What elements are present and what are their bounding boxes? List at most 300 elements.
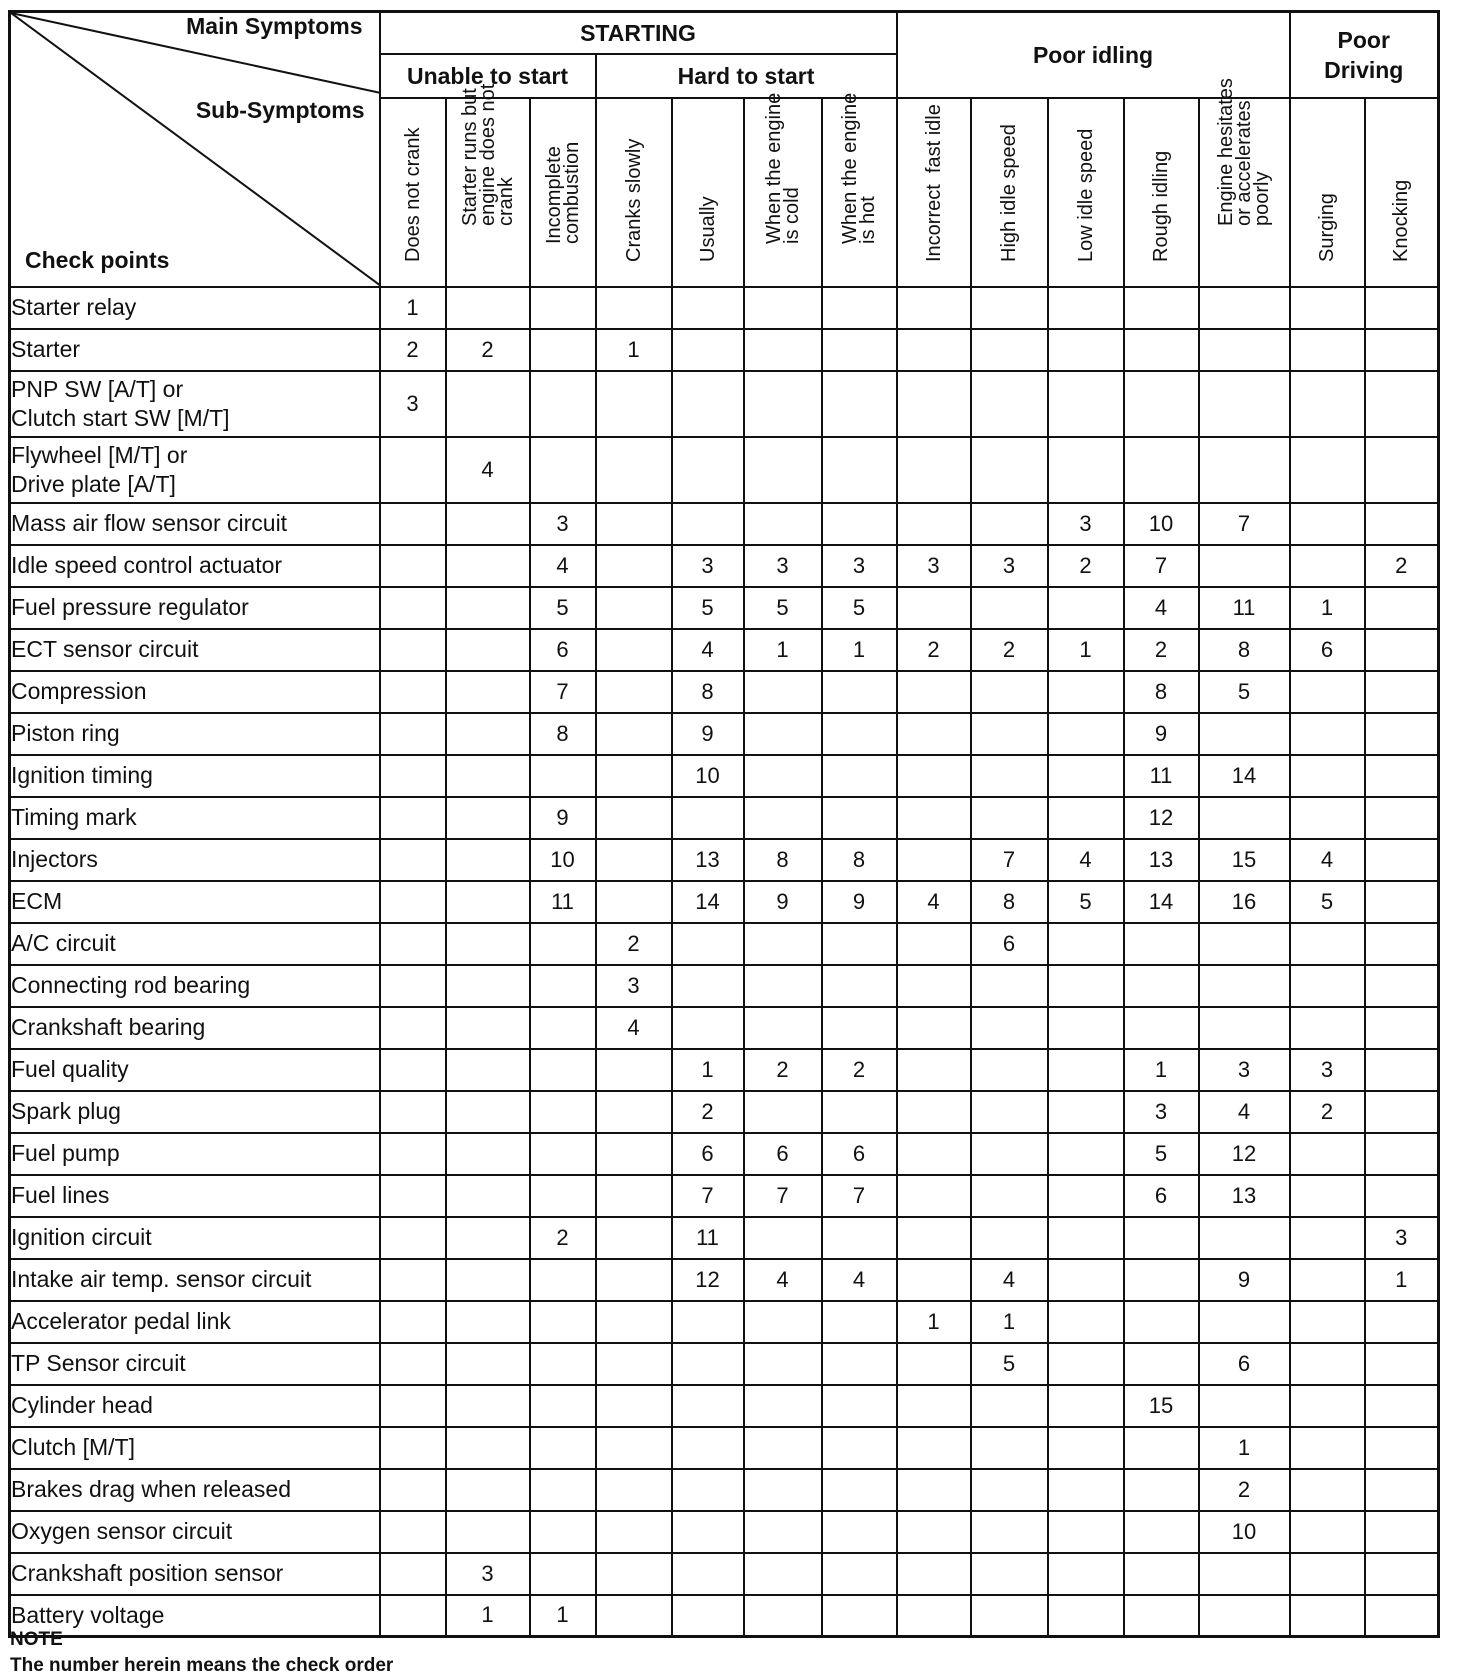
check-order-cell [596, 545, 672, 587]
check-order-cell [822, 437, 897, 503]
check-order-cell: 11 [1124, 755, 1199, 797]
check-order-cell [596, 1049, 672, 1091]
check-order-cell [971, 1427, 1048, 1469]
check-order-cell [672, 965, 744, 1007]
check-order-cell [446, 713, 530, 755]
check-order-cell [530, 1301, 596, 1343]
check-point-label: Intake air temp. sensor circuit [10, 1259, 380, 1301]
check-order-cell: 3 [596, 965, 672, 1007]
check-order-cell [897, 965, 971, 1007]
check-order-cell [897, 1175, 971, 1217]
check-order-cell: 6 [530, 629, 596, 671]
check-order-cell: 4 [672, 629, 744, 671]
check-order-cell [1124, 923, 1199, 965]
check-point-label: Ignition circuit [10, 1217, 380, 1259]
check-order-cell: 2 [1365, 545, 1439, 587]
table-row [10, 1427, 1439, 1469]
check-order-cell [596, 1427, 672, 1469]
check-order-cell: 9 [530, 797, 596, 839]
check-order-cell [1124, 1217, 1199, 1259]
check-order-cell [822, 1007, 897, 1049]
check-order-cell [446, 923, 530, 965]
table-row [10, 1553, 1439, 1595]
check-order-cell [1048, 1595, 1124, 1637]
check-order-cell [971, 671, 1048, 713]
check-order-cell [1365, 671, 1439, 713]
check-order-cell [380, 629, 446, 671]
check-order-cell: 3 [1365, 1217, 1439, 1259]
check-order-cell [971, 1217, 1048, 1259]
check-order-cell: 14 [1199, 755, 1290, 797]
check-point-label: ECT sensor circuit [10, 629, 380, 671]
check-order-cell: 8 [1199, 629, 1290, 671]
check-order-cell [1124, 1469, 1199, 1511]
check-order-cell [1365, 287, 1439, 329]
check-order-cell: 13 [672, 839, 744, 881]
check-order-cell [596, 503, 672, 545]
check-point-label: Accelerator pedal link [10, 1301, 380, 1343]
check-order-cell [897, 1595, 971, 1637]
check-order-cell [744, 1511, 822, 1553]
check-order-cell [822, 671, 897, 713]
check-order-cell: 5 [1124, 1133, 1199, 1175]
check-points-body [10, 287, 1439, 1637]
column-header [672, 98, 744, 287]
table-row [10, 503, 1439, 545]
check-order-cell: 11 [1199, 587, 1290, 629]
group-hard-to-start: Hard to start [596, 54, 897, 98]
check-order-cell [1290, 545, 1365, 587]
check-order-cell [971, 287, 1048, 329]
note-block [10, 1627, 393, 1679]
check-order-cell [822, 1217, 897, 1259]
check-order-cell [897, 1427, 971, 1469]
check-order-cell [1124, 329, 1199, 371]
check-order-cell [822, 755, 897, 797]
check-point-label: Crankshaft bearing [10, 1007, 380, 1049]
column-header [1290, 98, 1365, 287]
check-order-cell: 1 [822, 629, 897, 671]
check-order-cell [1290, 1469, 1365, 1511]
check-order-cell [1199, 1553, 1290, 1595]
check-order-cell [1124, 437, 1199, 503]
table-row [10, 1259, 1439, 1301]
check-order-cell: 12 [1199, 1133, 1290, 1175]
check-order-cell [446, 287, 530, 329]
check-order-cell [897, 923, 971, 965]
check-order-cell [596, 713, 672, 755]
check-order-cell: 16 [1199, 881, 1290, 923]
check-order-cell [744, 671, 822, 713]
check-order-cell [380, 1553, 446, 1595]
check-order-cell [744, 371, 822, 437]
check-order-cell [1365, 881, 1439, 923]
check-order-cell [380, 1259, 446, 1301]
check-order-cell [530, 1427, 596, 1469]
check-order-cell: 5 [672, 587, 744, 629]
check-order-cell [672, 503, 744, 545]
table-row [10, 797, 1439, 839]
check-order-cell: 15 [1199, 839, 1290, 881]
check-order-cell [897, 1385, 971, 1427]
check-order-cell [446, 1469, 530, 1511]
check-order-cell: 7 [672, 1175, 744, 1217]
check-point-label: Brakes drag when released [10, 1469, 380, 1511]
check-order-cell: 8 [530, 713, 596, 755]
check-order-cell [897, 671, 971, 713]
diagnosis-table-container [8, 10, 1440, 1638]
check-order-cell [380, 545, 446, 587]
corner-diagonals [11, 13, 381, 286]
check-point-label: TP Sensor circuit [10, 1343, 380, 1385]
check-order-cell [446, 839, 530, 881]
check-order-cell [971, 587, 1048, 629]
check-order-cell: 10 [1124, 503, 1199, 545]
check-order-cell [672, 1301, 744, 1343]
column-header [1365, 98, 1439, 287]
check-order-cell [530, 1385, 596, 1427]
check-order-cell [1124, 1595, 1199, 1637]
table-row [10, 545, 1439, 587]
table-row [10, 1133, 1439, 1175]
check-order-cell [596, 437, 672, 503]
check-order-cell: 1 [672, 1049, 744, 1091]
check-order-cell [446, 1343, 530, 1385]
check-order-cell [1290, 923, 1365, 965]
check-order-cell [897, 1511, 971, 1553]
check-order-cell [446, 629, 530, 671]
check-order-cell: 6 [1124, 1175, 1199, 1217]
check-order-cell: 1 [530, 1595, 596, 1637]
check-order-cell [897, 1469, 971, 1511]
column-header-label: High idle speed [998, 123, 1020, 262]
check-order-cell: 11 [672, 1217, 744, 1259]
check-order-cell [744, 287, 822, 329]
check-order-cell [1290, 671, 1365, 713]
check-order-cell [596, 1217, 672, 1259]
check-order-cell [596, 587, 672, 629]
group-poor-idling: Poor idling [897, 12, 1290, 98]
check-order-cell [744, 1469, 822, 1511]
check-order-cell: 2 [1124, 629, 1199, 671]
table-row [10, 965, 1439, 1007]
check-order-cell [1365, 1343, 1439, 1385]
check-order-cell [1290, 371, 1365, 437]
check-order-cell [1048, 329, 1124, 371]
check-point-label: Fuel lines [10, 1175, 380, 1217]
check-order-cell [446, 371, 530, 437]
check-order-cell [446, 755, 530, 797]
check-order-cell [897, 1553, 971, 1595]
check-order-cell [822, 1385, 897, 1427]
check-order-cell: 4 [446, 437, 530, 503]
column-header-label: Low idle speed [1074, 128, 1097, 262]
check-order-cell [897, 587, 971, 629]
table-row [10, 629, 1439, 671]
check-order-cell [672, 437, 744, 503]
check-order-cell [744, 1301, 822, 1343]
check-order-cell [1199, 923, 1290, 965]
check-order-cell [1290, 437, 1365, 503]
check-order-cell [380, 713, 446, 755]
check-order-cell [1365, 1007, 1439, 1049]
check-order-cell [1365, 965, 1439, 1007]
column-header-label: Cranks slowly [622, 138, 645, 262]
check-order-cell: 6 [744, 1133, 822, 1175]
check-point-label: ECM [10, 881, 380, 923]
column-header [1199, 77, 1290, 287]
check-order-cell: 15 [1124, 1385, 1199, 1427]
check-order-cell [1290, 1259, 1365, 1301]
check-order-cell [1048, 1511, 1124, 1553]
check-order-cell [744, 755, 822, 797]
check-point-label: Idle speed control actuator [10, 545, 380, 587]
table-row [10, 1385, 1439, 1427]
check-point-label: Fuel pressure regulator [10, 587, 380, 629]
check-order-cell [1365, 923, 1439, 965]
check-order-cell [822, 1595, 897, 1637]
check-order-cell [897, 503, 971, 545]
check-order-cell [897, 437, 971, 503]
table-row [10, 1469, 1439, 1511]
check-order-cell [897, 1133, 971, 1175]
column-header [897, 98, 971, 287]
check-order-cell [1365, 1385, 1439, 1427]
check-order-cell: 4 [822, 1259, 897, 1301]
check-order-cell [530, 1007, 596, 1049]
check-order-cell [1365, 1595, 1439, 1637]
check-order-cell: 1 [380, 287, 446, 329]
note-text: The number herein means the check order [10, 1655, 394, 1676]
check-order-cell: 8 [971, 881, 1048, 923]
check-order-cell: 1 [744, 629, 822, 671]
check-order-cell [971, 1511, 1048, 1553]
check-order-cell [897, 1049, 971, 1091]
check-order-cell [672, 1385, 744, 1427]
check-order-cell [446, 1049, 530, 1091]
check-order-cell [672, 1427, 744, 1469]
group-poor-driving: Poor Driving [1290, 12, 1439, 98]
check-order-cell [822, 923, 897, 965]
check-order-cell: 3 [380, 371, 446, 437]
check-order-cell: 2 [1290, 1091, 1365, 1133]
check-order-cell [1290, 1595, 1365, 1637]
check-order-cell [1290, 755, 1365, 797]
check-order-cell [446, 1301, 530, 1343]
check-order-cell [822, 713, 897, 755]
check-order-cell: 8 [744, 839, 822, 881]
check-order-cell [971, 1007, 1048, 1049]
check-order-cell [1048, 437, 1124, 503]
check-point-label: Timing mark [10, 797, 380, 839]
column-header-label: When the engine is cold [762, 92, 803, 244]
check-order-cell [822, 965, 897, 1007]
check-order-cell [1048, 287, 1124, 329]
check-order-cell: 1 [1365, 1259, 1439, 1301]
check-order-cell [380, 437, 446, 503]
check-order-cell: 2 [672, 1091, 744, 1133]
check-point-label: Compression [10, 671, 380, 713]
check-order-cell [1290, 1007, 1365, 1049]
column-header-label: Incorrect fast idle [922, 103, 945, 262]
check-order-cell [822, 371, 897, 437]
check-order-cell [446, 1175, 530, 1217]
check-order-cell [1048, 1175, 1124, 1217]
check-order-cell [744, 797, 822, 839]
check-order-cell: 1 [596, 329, 672, 371]
check-order-cell [1290, 1385, 1365, 1427]
check-order-cell [1290, 503, 1365, 545]
check-order-cell [446, 1427, 530, 1469]
check-order-cell [971, 797, 1048, 839]
check-order-cell: 4 [596, 1007, 672, 1049]
check-point-label: PNP SW [A/T] or Clutch start SW [M/T] [10, 371, 380, 437]
check-order-cell: 2 [971, 629, 1048, 671]
check-order-cell [1290, 1217, 1365, 1259]
check-order-cell [971, 1553, 1048, 1595]
check-order-cell [1124, 1301, 1199, 1343]
check-point-label: Cylinder head [10, 1385, 380, 1427]
check-order-cell [530, 965, 596, 1007]
group-unable-to-start: Unable to start [380, 54, 596, 98]
column-header [1048, 98, 1124, 287]
check-order-cell [380, 1175, 446, 1217]
check-order-cell [446, 1385, 530, 1427]
check-order-cell [1124, 1343, 1199, 1385]
column-header-label: When the engine is hot [839, 92, 879, 244]
check-order-cell: 4 [744, 1259, 822, 1301]
check-order-cell [530, 1133, 596, 1175]
check-order-cell [897, 755, 971, 797]
check-order-cell [744, 1385, 822, 1427]
check-point-label: Fuel quality [10, 1049, 380, 1091]
check-order-cell [530, 287, 596, 329]
check-order-cell: 10 [530, 839, 596, 881]
check-order-cell [971, 755, 1048, 797]
check-order-cell: 6 [1199, 1343, 1290, 1385]
check-order-cell: 5 [744, 587, 822, 629]
check-order-cell [1048, 1217, 1124, 1259]
check-order-cell [380, 1007, 446, 1049]
check-order-cell: 5 [530, 587, 596, 629]
check-order-cell [744, 923, 822, 965]
header-corner [10, 12, 380, 287]
check-order-cell [1290, 1343, 1365, 1385]
check-order-cell: 13 [1124, 839, 1199, 881]
check-order-cell [446, 503, 530, 545]
check-order-cell: 3 [1290, 1049, 1365, 1091]
check-order-cell [1199, 329, 1290, 371]
check-order-cell: 7 [822, 1175, 897, 1217]
check-order-cell [971, 1385, 1048, 1427]
check-order-cell [380, 797, 446, 839]
column-header [1124, 98, 1199, 287]
check-order-cell [822, 1553, 897, 1595]
table-row [10, 1175, 1439, 1217]
check-order-cell [1365, 1301, 1439, 1343]
check-order-cell: 3 [822, 545, 897, 587]
check-order-cell [1365, 329, 1439, 371]
check-order-cell [1290, 797, 1365, 839]
column-header-label: Rough idling [1150, 150, 1172, 262]
check-order-cell [380, 839, 446, 881]
table-row [10, 923, 1439, 965]
check-point-label: Fuel pump [10, 1133, 380, 1175]
check-order-cell [530, 755, 596, 797]
check-order-cell [596, 1595, 672, 1637]
check-order-cell [971, 1049, 1048, 1091]
check-order-cell: 1 [1290, 587, 1365, 629]
column-header [446, 83, 530, 287]
check-order-cell [530, 1511, 596, 1553]
check-order-cell [672, 1469, 744, 1511]
table-row [10, 713, 1439, 755]
check-order-cell: 4 [971, 1259, 1048, 1301]
check-order-cell [822, 1511, 897, 1553]
check-order-cell [380, 1469, 446, 1511]
check-order-cell [1365, 713, 1439, 755]
check-order-cell: 1 [446, 1595, 530, 1637]
check-order-cell [1048, 587, 1124, 629]
check-order-cell [1199, 1217, 1290, 1259]
check-order-cell [596, 1511, 672, 1553]
check-order-cell: 8 [1124, 671, 1199, 713]
table-row [10, 371, 1439, 437]
check-order-cell [1365, 1175, 1439, 1217]
check-order-cell [530, 1091, 596, 1133]
table-row [10, 839, 1439, 881]
check-order-cell: 6 [672, 1133, 744, 1175]
check-order-cell [897, 1343, 971, 1385]
check-order-cell: 2 [897, 629, 971, 671]
check-order-cell [1124, 287, 1199, 329]
check-order-cell: 4 [1124, 587, 1199, 629]
check-order-cell [1124, 1259, 1199, 1301]
check-order-cell [1290, 1301, 1365, 1343]
table-row [10, 1343, 1439, 1385]
check-order-cell: 2 [380, 329, 446, 371]
check-order-cell [744, 1427, 822, 1469]
check-order-cell: 14 [672, 881, 744, 923]
check-order-cell [596, 1259, 672, 1301]
check-order-cell: 3 [672, 545, 744, 587]
check-order-cell [380, 1217, 446, 1259]
check-order-cell: 11 [530, 881, 596, 923]
check-point-label: Injectors [10, 839, 380, 881]
check-order-cell [1048, 1301, 1124, 1343]
check-order-cell [446, 671, 530, 713]
check-order-cell [446, 797, 530, 839]
check-order-cell [1199, 545, 1290, 587]
table-row [10, 287, 1439, 329]
check-order-cell: 10 [672, 755, 744, 797]
check-order-cell: 2 [744, 1049, 822, 1091]
check-point-label: Connecting rod bearing [10, 965, 380, 1007]
check-order-cell [1365, 371, 1439, 437]
check-order-cell [822, 287, 897, 329]
check-order-cell [1199, 1385, 1290, 1427]
check-order-cell [1048, 1427, 1124, 1469]
check-order-cell [1199, 797, 1290, 839]
check-order-cell [1199, 1595, 1290, 1637]
group-starting: STARTING [380, 12, 897, 54]
check-order-cell [596, 1469, 672, 1511]
check-order-cell [897, 1259, 971, 1301]
check-order-cell [971, 503, 1048, 545]
table-row [10, 437, 1439, 503]
check-order-cell: 7 [1124, 545, 1199, 587]
check-order-cell [1048, 1133, 1124, 1175]
